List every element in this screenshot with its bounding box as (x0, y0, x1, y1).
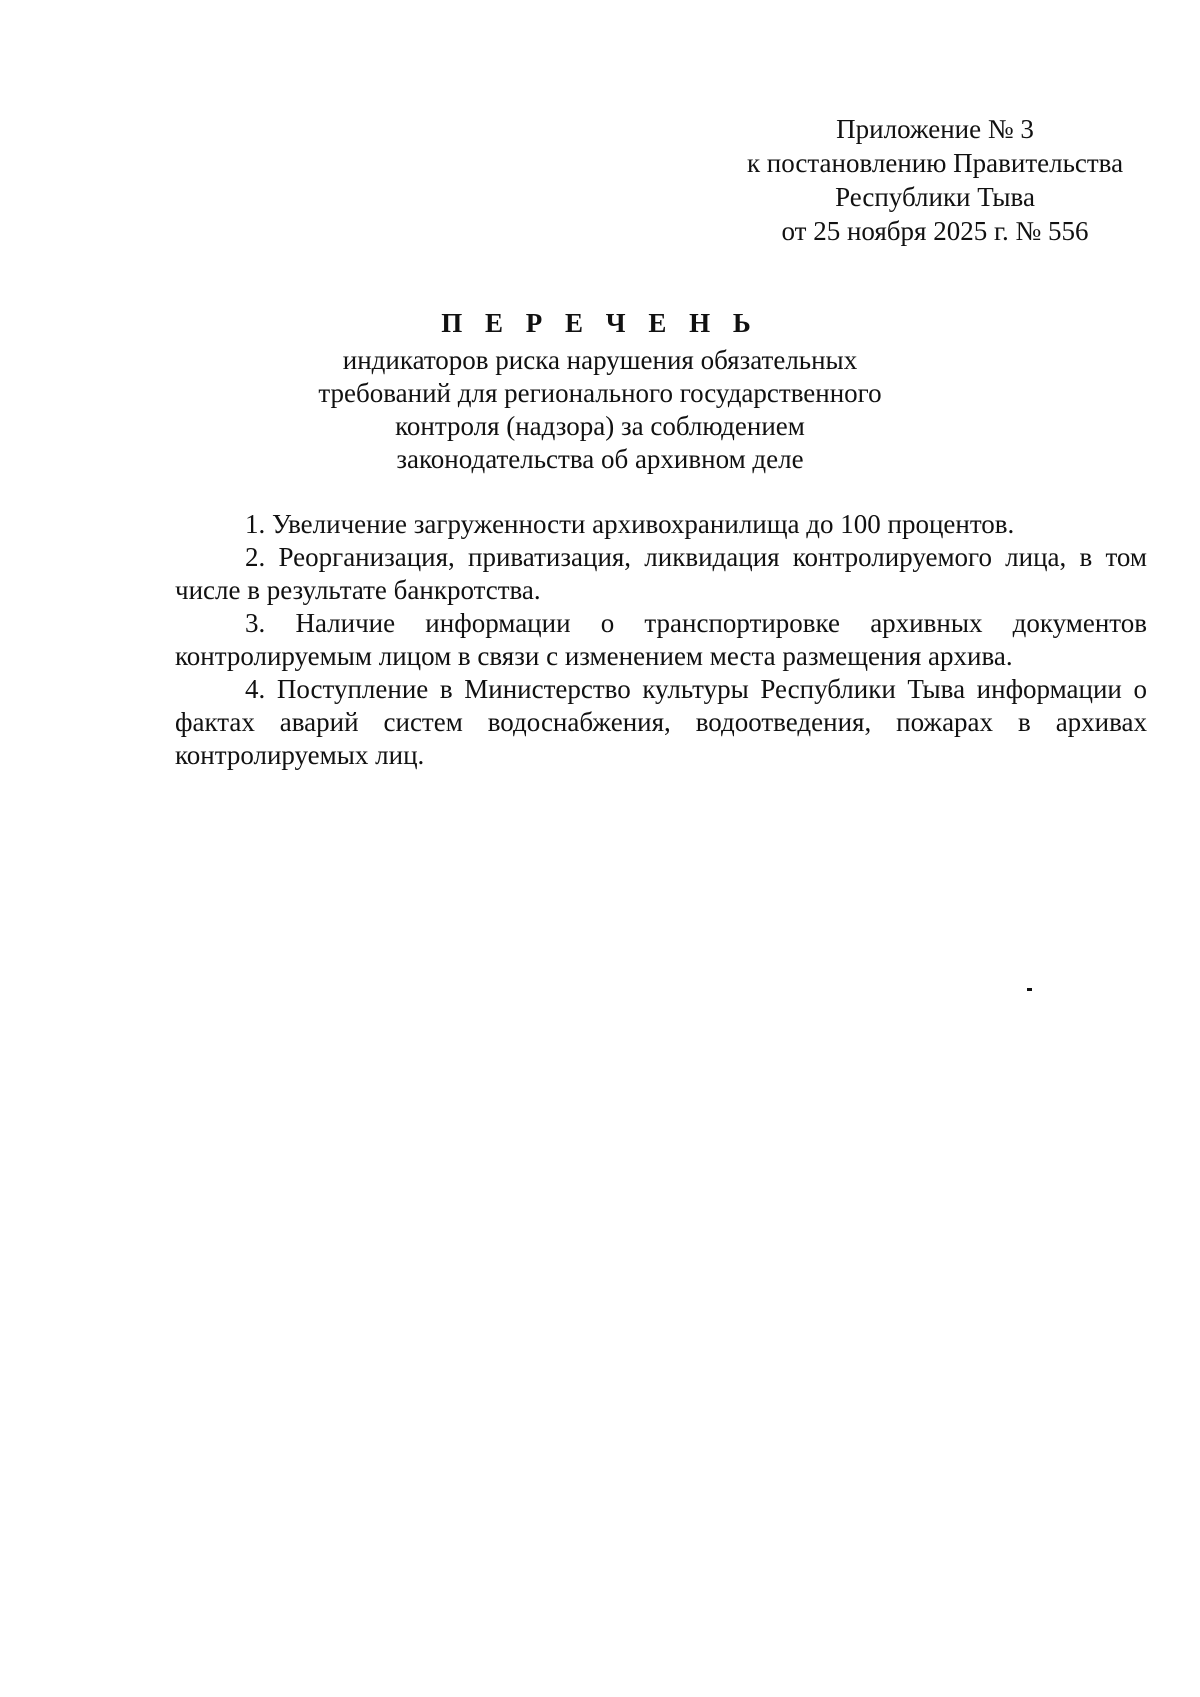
indicator-item-2: 2. Реорганизация, приватизация, ликвидация контролируемого лица, в том числе в результате банкротства. (175, 542, 1147, 605)
indicator-item-4: 4. Поступление в Министерство культуры Республики Тыва информации о фактах аварий систем водоснабжения, водоотведения, пожарах в архивах контролируемых лиц. (175, 674, 1147, 770)
subtitle-line: контроля (надзора) за соблюдением (395, 411, 805, 441)
document-heading (0, 304, 1200, 476)
subtitle-line: законодательства об архивном деле (396, 444, 804, 474)
scan-speck (1027, 988, 1032, 991)
subtitle-line: индикаторов риска нарушения обязательных (342, 345, 858, 375)
indicator-list (175, 508, 1147, 772)
appendix-reference: к постановлению Правительства (746, 148, 1124, 178)
appendix-date-number: от 25 ноября 2025 г. № 556 (781, 216, 1089, 246)
subtitle-line: требований для регионального государственного (318, 378, 882, 408)
indicator-item-1: 1. Увеличение загруженности архивохранилища до 100 процентов. (245, 509, 1015, 539)
indicator-item-3: 3. Наличие информации о транспортировке архивных документов контролируемым лицом в связи с изменением места размещения архива. (175, 608, 1147, 671)
document-title: П Е Р Е Ч Е Н Ь (441, 308, 759, 338)
appendix-block (740, 112, 1130, 248)
appendix-number: Приложение № 3 (836, 114, 1034, 144)
appendix-republic: Республики Тыва (835, 182, 1035, 212)
